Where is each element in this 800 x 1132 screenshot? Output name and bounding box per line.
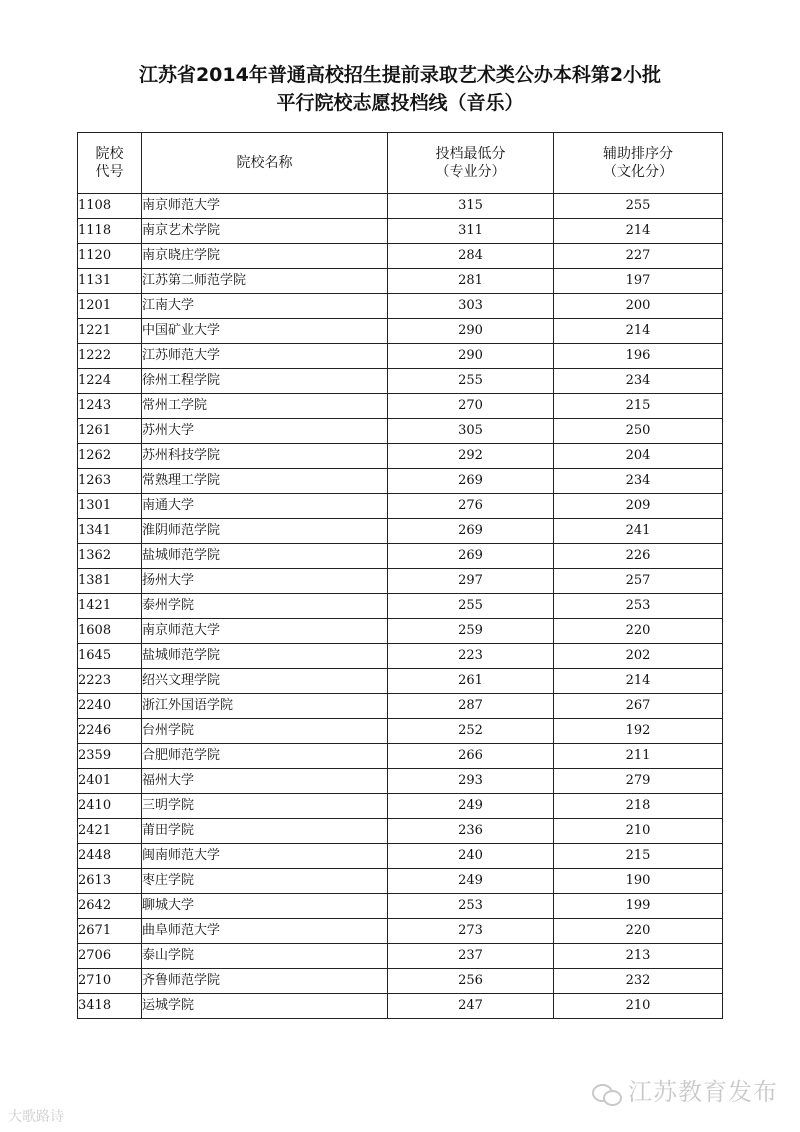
cell-school-code: 1243 xyxy=(78,394,142,419)
table-row xyxy=(78,194,723,219)
cell-school-name: 泰州学院 xyxy=(142,594,388,619)
cell-min-score: 270 xyxy=(388,394,554,419)
cell-school-code: 1131 xyxy=(78,269,142,294)
cell-school-code: 1261 xyxy=(78,419,142,444)
table-row xyxy=(78,219,723,244)
cell-school-name: 南通大学 xyxy=(142,494,388,519)
table-row xyxy=(78,919,723,944)
table-row xyxy=(78,319,723,344)
table-row xyxy=(78,244,723,269)
cell-school-code: 1201 xyxy=(78,294,142,319)
table-row xyxy=(78,744,723,769)
cell-min-score: 281 xyxy=(388,269,554,294)
cell-school-code: 2448 xyxy=(78,844,142,869)
cell-school-code: 2671 xyxy=(78,919,142,944)
cell-school-name: 运城学院 xyxy=(142,994,388,1019)
table-row xyxy=(78,344,723,369)
cell-aux-score: 202 xyxy=(554,644,723,669)
cell-school-name: 枣庄学院 xyxy=(142,869,388,894)
table-body xyxy=(78,194,723,1019)
cell-school-code: 1222 xyxy=(78,344,142,369)
cell-school-code: 1120 xyxy=(78,244,142,269)
cell-school-name: 常州工学院 xyxy=(142,394,388,419)
cell-aux-score: 204 xyxy=(554,444,723,469)
cell-school-name: 南京师范大学 xyxy=(142,194,388,219)
admission-score-table xyxy=(77,132,723,1019)
cell-min-score: 223 xyxy=(388,644,554,669)
table-row xyxy=(78,769,723,794)
cell-aux-score: 232 xyxy=(554,969,723,994)
cell-school-name: 盐城师范学院 xyxy=(142,644,388,669)
wechat-icon xyxy=(592,1082,622,1104)
table-row xyxy=(78,944,723,969)
cell-school-name: 浙江外国语学院 xyxy=(142,694,388,719)
cell-school-name: 淮阴师范学院 xyxy=(142,519,388,544)
table-row xyxy=(78,569,723,594)
cell-min-score: 292 xyxy=(388,444,554,469)
cell-aux-score: 214 xyxy=(554,219,723,244)
table-row xyxy=(78,644,723,669)
cell-aux-score: 255 xyxy=(554,194,723,219)
cell-min-score: 303 xyxy=(388,294,554,319)
cell-min-score: 290 xyxy=(388,344,554,369)
publisher-logo xyxy=(592,1072,778,1107)
cell-school-name: 江苏师范大学 xyxy=(142,344,388,369)
cell-school-code: 1301 xyxy=(78,494,142,519)
cell-min-score: 255 xyxy=(388,594,554,619)
cell-school-name: 齐鲁师范学院 xyxy=(142,969,388,994)
cell-aux-score: 226 xyxy=(554,544,723,569)
cell-aux-score: 234 xyxy=(554,369,723,394)
cell-school-code: 1341 xyxy=(78,519,142,544)
header-school-code: 院校 代号 xyxy=(78,133,142,194)
table-row xyxy=(78,519,723,544)
cell-min-score: 240 xyxy=(388,844,554,869)
cell-min-score: 249 xyxy=(388,794,554,819)
cell-school-name: 苏州科技学院 xyxy=(142,444,388,469)
cell-school-name: 盐城师范学院 xyxy=(142,544,388,569)
cell-min-score: 269 xyxy=(388,469,554,494)
cell-aux-score: 214 xyxy=(554,319,723,344)
header-aux-score: 辅助排序分 （文化分） xyxy=(554,133,723,194)
cell-school-code: 1362 xyxy=(78,544,142,569)
cell-aux-score: 220 xyxy=(554,619,723,644)
table-row xyxy=(78,869,723,894)
cell-school-code: 1421 xyxy=(78,594,142,619)
table-row xyxy=(78,469,723,494)
cell-aux-score: 200 xyxy=(554,294,723,319)
cell-school-name: 台州学院 xyxy=(142,719,388,744)
cell-school-name: 聊城大学 xyxy=(142,894,388,919)
cell-school-name: 闽南师范大学 xyxy=(142,844,388,869)
cell-school-code: 2246 xyxy=(78,719,142,744)
cell-min-score: 236 xyxy=(388,819,554,844)
cell-school-name: 南京艺术学院 xyxy=(142,219,388,244)
cell-min-score: 256 xyxy=(388,969,554,994)
cell-aux-score: 199 xyxy=(554,894,723,919)
header-school-name: 院校名称 xyxy=(142,133,388,194)
cell-min-score: 269 xyxy=(388,544,554,569)
table-row xyxy=(78,794,723,819)
corner-watermark: 大歌路诗 xyxy=(8,1109,64,1125)
page-title-line2: 平行院校志愿投档线（音乐） xyxy=(276,92,524,114)
cell-school-name: 中国矿业大学 xyxy=(142,319,388,344)
cell-aux-score: 267 xyxy=(554,694,723,719)
cell-aux-score: 220 xyxy=(554,919,723,944)
cell-school-name: 南京师范大学 xyxy=(142,619,388,644)
table-row xyxy=(78,994,723,1019)
cell-school-name: 江南大学 xyxy=(142,294,388,319)
cell-aux-score: 214 xyxy=(554,669,723,694)
cell-school-name: 莆田学院 xyxy=(142,819,388,844)
cell-min-score: 255 xyxy=(388,369,554,394)
cell-school-code: 1224 xyxy=(78,369,142,394)
cell-school-code: 3418 xyxy=(78,994,142,1019)
cell-aux-score: 241 xyxy=(554,519,723,544)
table-row xyxy=(78,444,723,469)
cell-school-code: 1608 xyxy=(78,619,142,644)
cell-school-code: 2613 xyxy=(78,869,142,894)
cell-aux-score: 250 xyxy=(554,419,723,444)
cell-min-score: 253 xyxy=(388,894,554,919)
cell-school-name: 曲阜师范大学 xyxy=(142,919,388,944)
page-title-line1: 江苏省2014年普通高校招生提前录取艺术类公办本科第2小批 xyxy=(138,64,662,86)
cell-aux-score: 209 xyxy=(554,494,723,519)
cell-school-code: 1381 xyxy=(78,569,142,594)
table-row xyxy=(78,819,723,844)
table-row xyxy=(78,394,723,419)
cell-aux-score: 192 xyxy=(554,719,723,744)
cell-min-score: 247 xyxy=(388,994,554,1019)
cell-aux-score: 227 xyxy=(554,244,723,269)
cell-aux-score: 218 xyxy=(554,794,723,819)
table-row xyxy=(78,694,723,719)
cell-min-score: 293 xyxy=(388,769,554,794)
cell-aux-score: 215 xyxy=(554,394,723,419)
table-row xyxy=(78,719,723,744)
cell-aux-score: 190 xyxy=(554,869,723,894)
cell-min-score: 252 xyxy=(388,719,554,744)
cell-school-code: 2710 xyxy=(78,969,142,994)
cell-min-score: 266 xyxy=(388,744,554,769)
publisher-logo-text: 江苏教育发布 xyxy=(628,1078,778,1106)
cell-min-score: 273 xyxy=(388,919,554,944)
cell-aux-score: 210 xyxy=(554,994,723,1019)
cell-aux-score: 210 xyxy=(554,819,723,844)
cell-min-score: 305 xyxy=(388,419,554,444)
table-row xyxy=(78,969,723,994)
header-min-score: 投档最低分 （专业分） xyxy=(388,133,554,194)
cell-school-code: 1263 xyxy=(78,469,142,494)
cell-school-name: 绍兴文理学院 xyxy=(142,669,388,694)
cell-min-score: 315 xyxy=(388,194,554,219)
cell-min-score: 290 xyxy=(388,319,554,344)
table-row xyxy=(78,269,723,294)
cell-school-name: 江苏第二师范学院 xyxy=(142,269,388,294)
cell-school-code: 2706 xyxy=(78,944,142,969)
cell-school-code: 1118 xyxy=(78,219,142,244)
cell-min-score: 237 xyxy=(388,944,554,969)
table-row xyxy=(78,419,723,444)
cell-aux-score: 196 xyxy=(554,344,723,369)
table-row xyxy=(78,894,723,919)
cell-aux-score: 215 xyxy=(554,844,723,869)
cell-school-code: 2240 xyxy=(78,694,142,719)
cell-min-score: 269 xyxy=(388,519,554,544)
cell-min-score: 276 xyxy=(388,494,554,519)
cell-school-code: 2223 xyxy=(78,669,142,694)
cell-aux-score: 257 xyxy=(554,569,723,594)
cell-school-code: 1108 xyxy=(78,194,142,219)
cell-school-code: 1645 xyxy=(78,644,142,669)
table-row xyxy=(78,369,723,394)
table-row xyxy=(78,594,723,619)
cell-school-code: 1221 xyxy=(78,319,142,344)
cell-school-name: 徐州工程学院 xyxy=(142,369,388,394)
cell-school-name: 福州大学 xyxy=(142,769,388,794)
cell-school-code: 2410 xyxy=(78,794,142,819)
cell-school-name: 三明学院 xyxy=(142,794,388,819)
cell-aux-score: 253 xyxy=(554,594,723,619)
cell-school-name: 扬州大学 xyxy=(142,569,388,594)
table-row xyxy=(78,619,723,644)
cell-school-code: 2359 xyxy=(78,744,142,769)
cell-school-code: 2642 xyxy=(78,894,142,919)
cell-aux-score: 197 xyxy=(554,269,723,294)
cell-school-name: 苏州大学 xyxy=(142,419,388,444)
cell-min-score: 311 xyxy=(388,219,554,244)
table-header-row xyxy=(78,133,723,194)
cell-school-code: 2421 xyxy=(78,819,142,844)
table-row xyxy=(78,669,723,694)
cell-school-code: 2401 xyxy=(78,769,142,794)
cell-school-name: 泰山学院 xyxy=(142,944,388,969)
cell-aux-score: 279 xyxy=(554,769,723,794)
cell-min-score: 284 xyxy=(388,244,554,269)
cell-min-score: 287 xyxy=(388,694,554,719)
cell-school-name: 南京晓庄学院 xyxy=(142,244,388,269)
cell-aux-score: 211 xyxy=(554,744,723,769)
cell-aux-score: 234 xyxy=(554,469,723,494)
cell-min-score: 261 xyxy=(388,669,554,694)
table-row xyxy=(78,844,723,869)
cell-school-name: 常熟理工学院 xyxy=(142,469,388,494)
cell-min-score: 249 xyxy=(388,869,554,894)
table-row xyxy=(78,294,723,319)
cell-aux-score: 213 xyxy=(554,944,723,969)
cell-school-name: 合肥师范学院 xyxy=(142,744,388,769)
table-row xyxy=(78,544,723,569)
table-row xyxy=(78,494,723,519)
cell-school-code: 1262 xyxy=(78,444,142,469)
cell-min-score: 259 xyxy=(388,619,554,644)
cell-min-score: 297 xyxy=(388,569,554,594)
